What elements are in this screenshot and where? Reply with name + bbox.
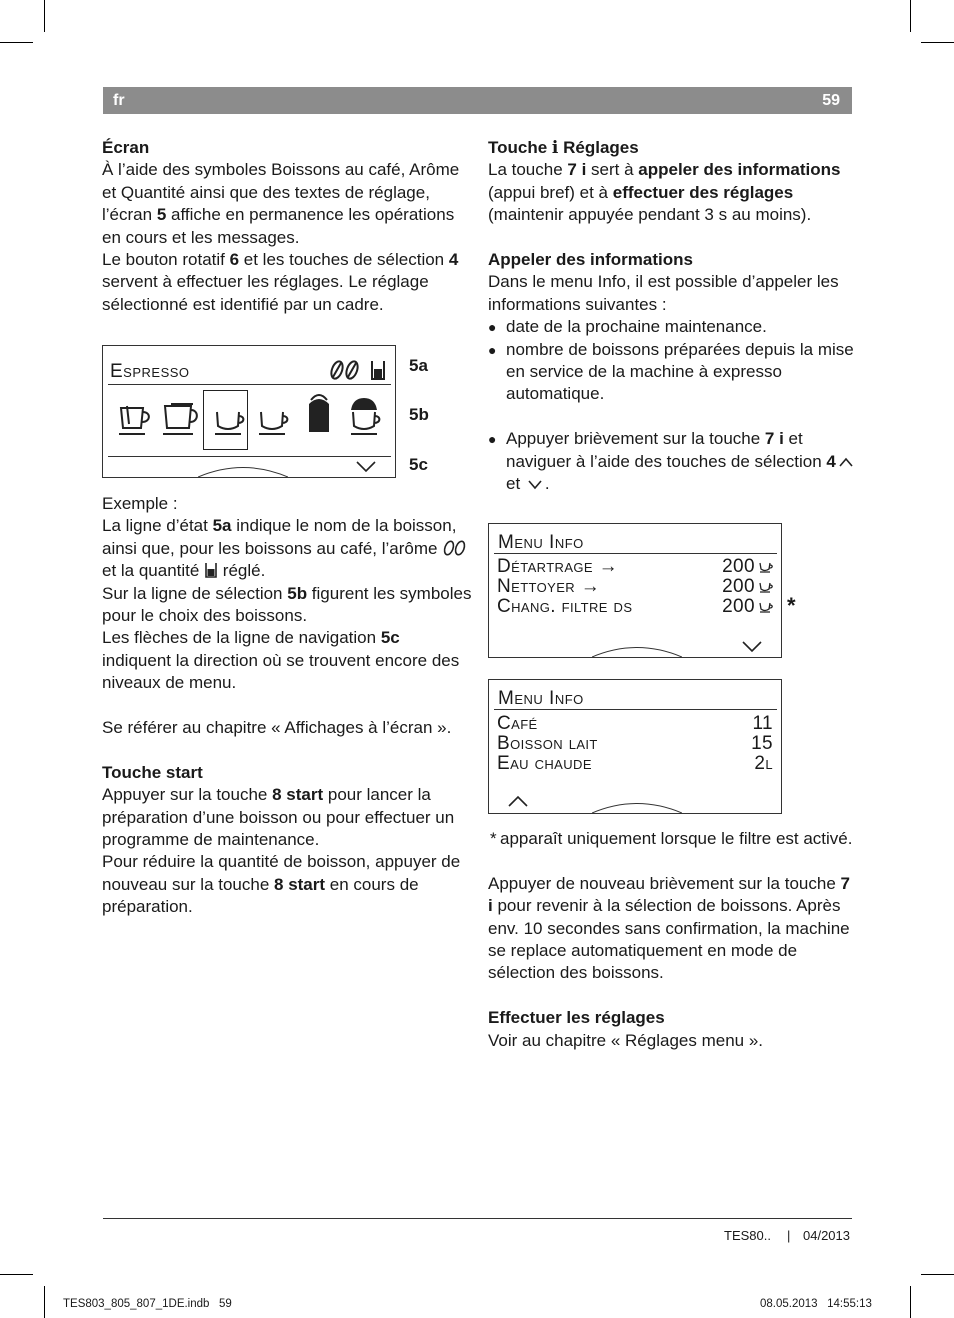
chevron-down-icon xyxy=(527,478,543,490)
chevron-down-icon xyxy=(741,640,763,654)
paragraph: Se référer au chapitre « Affichages à l’écran ». xyxy=(102,718,452,738)
example-label: Exemple : xyxy=(102,494,178,513)
display-row: Détartrage → 200 xyxy=(497,557,773,577)
right-column xyxy=(488,137,858,495)
print-file-info: TES803_805_807_1DE.indb 59 xyxy=(63,1298,232,1310)
beverage-selection-icons xyxy=(113,390,388,452)
divider xyxy=(494,553,777,554)
aroma-quantity-icons xyxy=(328,357,392,383)
paragraph: Appuyer sur la touche 8 start pour lancer la préparation d’une boisson ou pour effectuer un programme de maintenance. xyxy=(102,785,455,850)
section-heading-ecran: Écran xyxy=(102,138,150,157)
menu-info-display-maintenance xyxy=(488,523,782,658)
rotary-knob-arc xyxy=(592,800,682,814)
display-row: Chang. filtre ds 200 xyxy=(497,597,773,617)
divider xyxy=(108,384,391,385)
left-column-lower xyxy=(102,493,472,919)
footer-model: TES80.. xyxy=(724,1228,771,1243)
section-heading-info: Appeler des informations xyxy=(488,250,693,270)
paragraph: Appuyer de nouveau brièvement sur la touche 7 i pour revenir à la sélection de boissons. Après env. 10 secondes sans confirmation, la machine se replace automatiquement en mode de sélection des boissons. xyxy=(488,873,850,983)
display-title: Menu Info xyxy=(498,688,584,709)
display-row: Boisson lait 15 xyxy=(497,733,773,754)
display-status-line: Espresso xyxy=(110,361,190,382)
page-number: 59 xyxy=(822,92,840,109)
display-row: Nettoyer → 200 xyxy=(497,577,773,597)
paragraph: À l’aide des symboles Boissons au café, Arôme et Quantité ainsi que des textes de réglage, l’écran 5 affiche en permanence les opérations en cours et les messages. xyxy=(102,160,460,247)
crop-mark xyxy=(921,1274,954,1275)
print-date-info: 08.05.2013 14:55:13 xyxy=(760,1298,872,1310)
aroma-icon xyxy=(442,539,468,557)
chevron-up-icon xyxy=(507,794,529,808)
paragraph: Sur la ligne de sélection 5b figurent les symboles pour le choix des boissons. xyxy=(102,583,472,626)
paragraph: La touche 7 i sert à appeler des informations (appui bref) et à effectuer des réglages (maintenir appuyée pendant 3 s au moins). xyxy=(488,160,841,225)
cup-icon xyxy=(759,599,773,613)
footer-divider xyxy=(103,1218,852,1219)
page-header xyxy=(103,87,852,114)
section-heading-reglages: Touche i Réglages xyxy=(488,138,639,158)
crop-mark xyxy=(910,1286,911,1318)
selection-frame xyxy=(203,390,248,450)
espresso-display xyxy=(102,345,396,478)
paragraph: Voir au chapitre « Réglages menu ». xyxy=(488,1030,764,1050)
paragraph: Les flèches de la ligne de navigation 5c indiquent la direction où se trouvent encore des niveaux de menu. xyxy=(102,628,460,693)
label-5a: 5a xyxy=(409,356,428,375)
crop-mark xyxy=(921,42,954,43)
paragraph: La ligne d’état 5a indique le nom de la boisson, ainsi que, pour les boissons au café, l’arôme et la quantité réglé. xyxy=(102,515,472,582)
language-code: fr xyxy=(113,92,125,109)
crop-mark xyxy=(910,0,911,32)
paragraph: Pour réduire la quantité de boisson, appuyer de nouveau sur la touche 8 start en cours de préparation. xyxy=(102,852,461,917)
list-item: ● date de la prochaine maintenance. xyxy=(488,316,858,338)
display-row: Café 11 xyxy=(497,713,773,734)
menu-info-display-counters xyxy=(488,679,782,814)
right-column-lower xyxy=(488,828,858,1052)
divider xyxy=(494,709,777,710)
list-item: ● nombre de boissons préparées depuis la mise en service de la machine à expresso automatique. xyxy=(488,339,858,406)
crop-mark xyxy=(44,0,45,32)
rotary-knob-arc xyxy=(592,644,682,658)
paragraph: Dans le menu Info, il est possible d’appeler les informations suivantes : xyxy=(488,272,839,314)
chevron-up-icon xyxy=(838,456,854,468)
crop-mark xyxy=(0,1274,33,1275)
footer-separator: | xyxy=(787,1228,791,1243)
chevron-down-icon xyxy=(355,460,377,474)
crop-mark xyxy=(0,42,33,43)
cup-icon xyxy=(759,579,773,593)
footer-date: 04/2013 xyxy=(803,1228,850,1243)
asterisk-marker: * xyxy=(787,593,796,618)
footnote: * apparaît uniquement lorsque le filtre est activé. xyxy=(490,829,853,848)
crop-mark xyxy=(44,1286,45,1318)
divider xyxy=(108,456,391,457)
label-5c: 5c xyxy=(409,455,428,474)
quantity-icon xyxy=(204,561,218,579)
label-5b: 5b xyxy=(409,405,429,424)
cup-icon xyxy=(759,559,773,573)
left-column xyxy=(102,137,472,316)
list-item: ● Appuyer brièvement sur la touche 7 i et naviguer à l’aide des touches de sélection 4 et . xyxy=(488,428,858,495)
paragraph: Le bouton rotatif 6 et les touches de sélection 4 servent à effectuer les réglages. Le réglage sélectionné est identifié par un cadre. xyxy=(102,250,459,314)
rotary-knob-arc xyxy=(198,464,288,478)
display-title: Menu Info xyxy=(498,532,584,553)
display-row: Eau chaude 2l xyxy=(497,753,773,774)
section-heading-start: Touche start xyxy=(102,762,203,782)
section-heading-settings: Effectuer les réglages xyxy=(488,1008,665,1028)
